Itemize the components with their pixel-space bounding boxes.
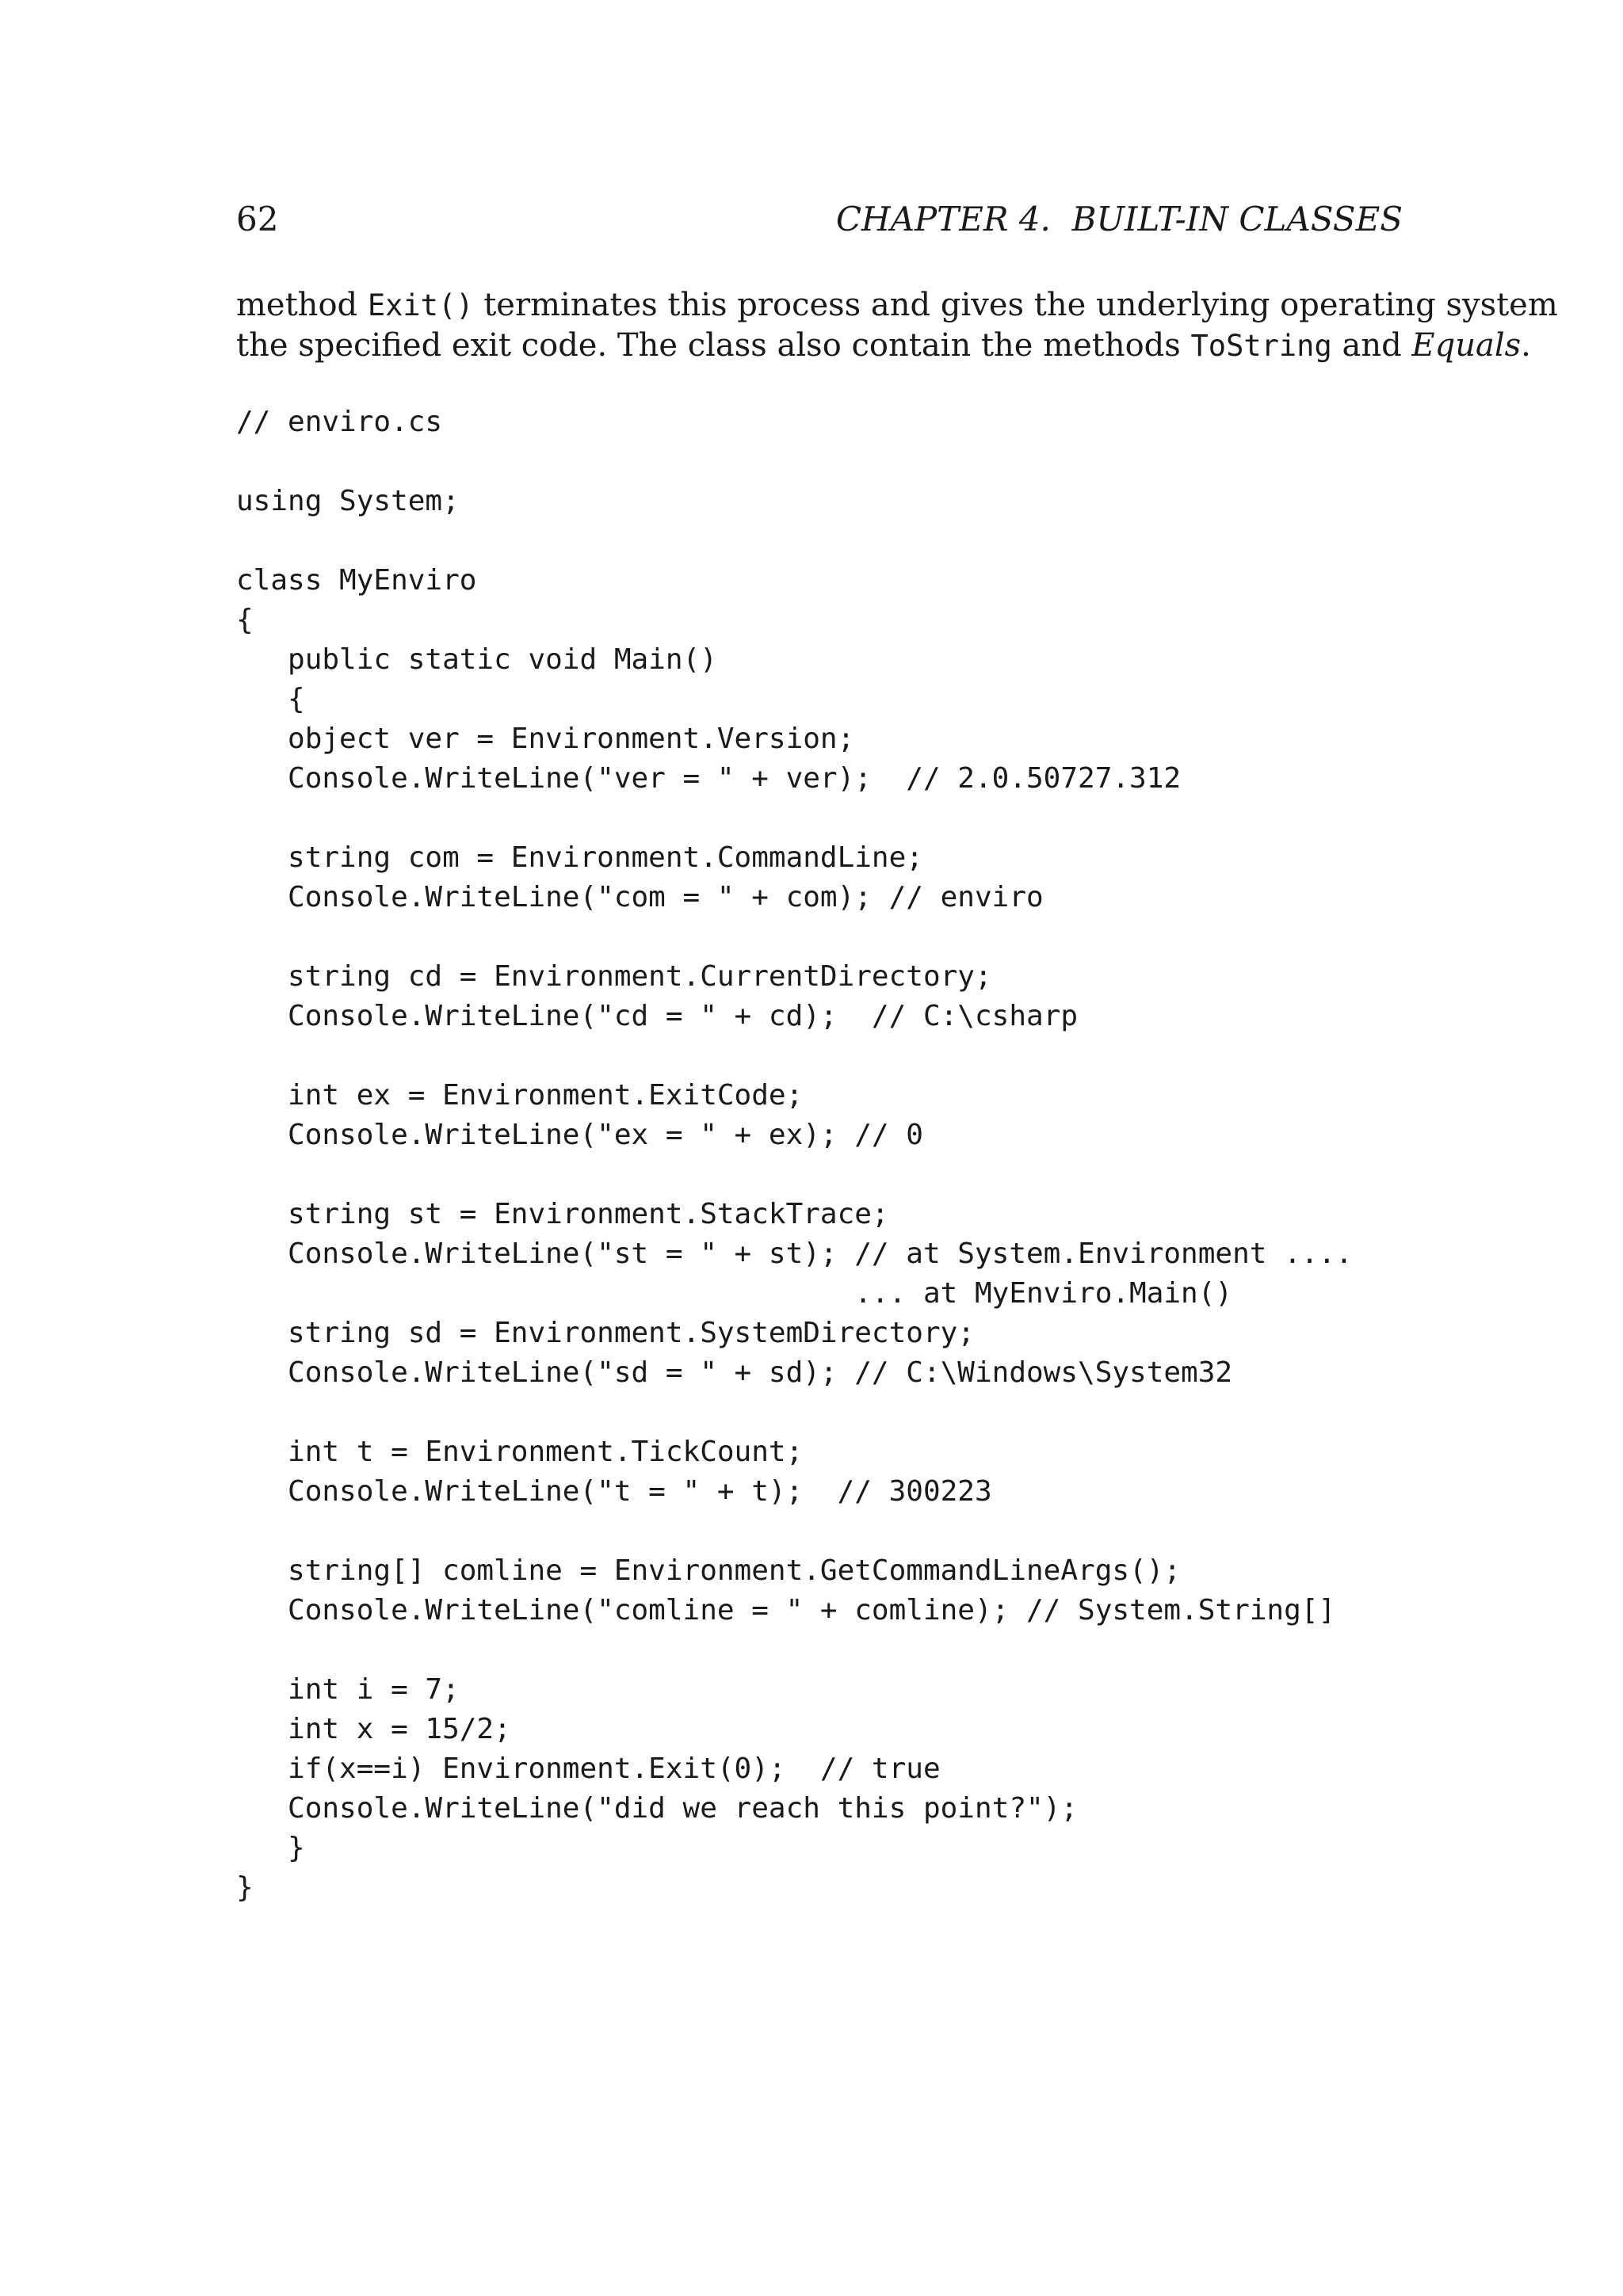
inline-code-exit: Exit() <box>367 288 474 322</box>
code-line <box>236 1155 1401 1195</box>
code-line: int t = Environment.TickCount; <box>236 1436 804 1468</box>
code-line: int ex = Environment.ExitCode; <box>236 1079 804 1112</box>
code-line <box>236 1393 1401 1432</box>
code-line: string cd = Environment.CurrentDirectory; <box>236 960 992 993</box>
body-paragraph <box>236 285 1558 366</box>
paragraph-text: . <box>1521 327 1531 364</box>
code-line: public static void Main() <box>236 643 717 676</box>
code-line: string st = Environment.StackTrace; <box>236 1198 889 1230</box>
code-line: // enviro.cs <box>236 406 443 438</box>
paragraph-text: and <box>1331 327 1412 364</box>
page-number: 62 <box>236 200 279 238</box>
code-line <box>236 521 1401 561</box>
code-line: ... at MyEnviro.Main() <box>236 1277 1233 1310</box>
code-line: Console.WriteLine("sd = " + sd); // C:\Windows\System32 <box>236 1356 1233 1389</box>
paragraph-text: the specified exit code. The class also contain the methods <box>236 327 1191 364</box>
code-line <box>236 442 1401 482</box>
code-line: string[] comline = Environment.GetCommandLineArgs(); <box>236 1554 1182 1587</box>
code-line: Console.WriteLine("ex = " + ex); // 0 <box>236 1119 923 1151</box>
code-line: using System; <box>236 485 460 517</box>
code-line: Console.WriteLine("ver = " + ver); // 2.0.50727.312 <box>236 762 1182 795</box>
code-line: } <box>236 1871 254 1904</box>
code-line <box>236 1630 1401 1670</box>
paragraph-line <box>236 326 1531 366</box>
code-line: object ver = Environment.Version; <box>236 723 855 755</box>
code-listing <box>236 402 1401 1908</box>
code-line: int x = 15/2; <box>236 1713 511 1745</box>
code-line: Console.WriteLine("st = " + st); // at System.Environment .... <box>236 1238 1353 1270</box>
paragraph-text: terminates this process and gives the underlying operating system <box>473 287 1558 323</box>
italic-equals: Equals <box>1411 327 1522 364</box>
paragraph-line <box>236 285 1558 326</box>
code-line: Console.WriteLine("did we reach this point?"); <box>236 1792 1079 1825</box>
code-line <box>236 1036 1401 1076</box>
code-line: string com = Environment.CommandLine; <box>236 841 923 874</box>
inline-code-tostring: ToString <box>1190 329 1332 363</box>
code-line: string sd = Environment.SystemDirectory; <box>236 1317 975 1349</box>
code-line: if(x==i) Environment.Exit(0); // true <box>236 1753 941 1785</box>
code-line <box>236 1512 1401 1551</box>
code-line <box>236 799 1401 838</box>
code-line: Console.WriteLine("comline = " + comline); // System.String[] <box>236 1594 1336 1627</box>
paragraph-text: method <box>236 287 368 323</box>
code-line <box>236 917 1401 957</box>
code-line: Console.WriteLine("t = " + t); // 300223 <box>236 1475 992 1508</box>
code-line: int i = 7; <box>236 1673 460 1706</box>
code-line: class MyEnviro <box>236 564 477 597</box>
code-line: Console.WriteLine("cd = " + cd); // C:\csharp <box>236 1000 1079 1032</box>
code-line: } <box>236 1832 305 1864</box>
running-head: CHAPTER 4. BUILT-IN CLASSES <box>835 200 1403 238</box>
code-line: { <box>236 683 305 715</box>
code-line: { <box>236 604 254 636</box>
code-line: Console.WriteLine("com = " + com); // enviro <box>236 881 1044 913</box>
